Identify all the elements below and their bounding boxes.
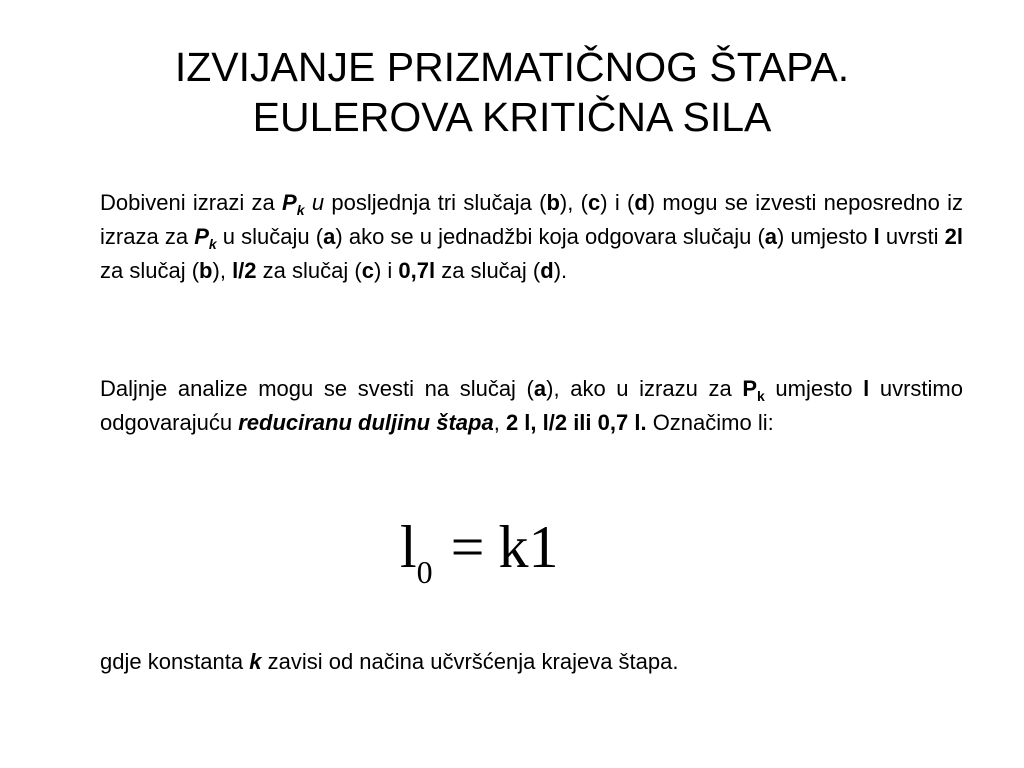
case-b: b	[546, 190, 560, 215]
paragraph-1	[100, 186, 963, 288]
case-a: a	[323, 224, 336, 249]
text-run: ) i	[373, 258, 399, 283]
text-run: zavisi od načina učvršćenja krajeva štapa.	[261, 649, 679, 674]
formula-lhs: l	[400, 514, 417, 580]
text-run: umjesto	[764, 376, 864, 401]
paragraph-3	[100, 645, 963, 679]
title-line-2: EULEROVA KRITIČNA SILA	[252, 94, 772, 140]
text-run: ) umjesto	[777, 224, 874, 249]
symbol-pk-subscript: k	[208, 236, 217, 252]
text-run: ) ako se u jednadžbi koja odgovara slučaju (	[335, 224, 765, 249]
symbol-l-half: l/2	[232, 258, 257, 283]
formula-rhs: k1	[498, 514, 559, 580]
symbol-k: k	[249, 649, 262, 674]
text-run: ).	[553, 258, 568, 283]
text-run: ) mogu se izvesti neposredno iz izraza za	[100, 190, 964, 249]
symbol-2l: 2l	[944, 224, 963, 249]
symbol-pk: P	[742, 376, 758, 401]
symbol-pk-subscript: k	[296, 202, 305, 218]
symbol-0-7l: 0,7l	[398, 258, 436, 283]
text-run: ),	[212, 258, 233, 283]
text-run: posljednja tri slučaja (	[324, 190, 547, 215]
text-run: Daljnje analize mogu se svesti na slučaj (	[100, 376, 534, 401]
text-run: ), (	[559, 190, 588, 215]
title-line-1: IZVIJANJE PRIZMATIČNOG ŠTAPA.	[174, 44, 850, 90]
length-options: 2 l, l/2 ili 0,7 l.	[505, 410, 647, 435]
text-run: ), ako u izrazu za	[546, 376, 743, 401]
case-d: d	[634, 190, 648, 215]
symbol-pk: P	[282, 190, 297, 215]
text-run: za slučaj (	[256, 258, 362, 283]
text-run: za slučaj (	[435, 258, 541, 283]
text-run: za slučaj (	[100, 258, 200, 283]
case-b: b	[199, 258, 213, 283]
symbol-pk: P	[194, 224, 209, 249]
case-a: a	[764, 224, 778, 249]
text-run: u slučaju (	[216, 224, 324, 249]
case-c: c	[361, 258, 374, 283]
text-run-italic: u	[311, 190, 325, 215]
case-d: d	[540, 258, 554, 283]
formula-lhs-subscript: 0	[416, 554, 433, 590]
reduced-length-term: reduciranu duljinu štapa	[238, 410, 494, 435]
text-run: ,	[493, 410, 506, 435]
paragraph-2	[100, 372, 963, 440]
formula-l0-equals-kl	[400, 512, 559, 590]
text-run: uvrstimo odgovarajuću	[100, 376, 963, 435]
symbol-l: l	[863, 376, 870, 401]
symbol-pk-subscript: k	[757, 388, 765, 404]
case-a: a	[533, 376, 547, 401]
text-run: Označimo li:	[646, 410, 774, 435]
symbol-l: l	[873, 224, 880, 249]
text-run: ) i (	[600, 190, 635, 215]
case-c: c	[587, 190, 601, 215]
slide-title	[0, 42, 1024, 142]
text-run: Dobiveni izrazi za	[100, 190, 283, 215]
text-run: gdje konstanta	[100, 649, 250, 674]
formula-equals: =	[450, 514, 485, 580]
text-run: uvrsti	[879, 224, 945, 249]
